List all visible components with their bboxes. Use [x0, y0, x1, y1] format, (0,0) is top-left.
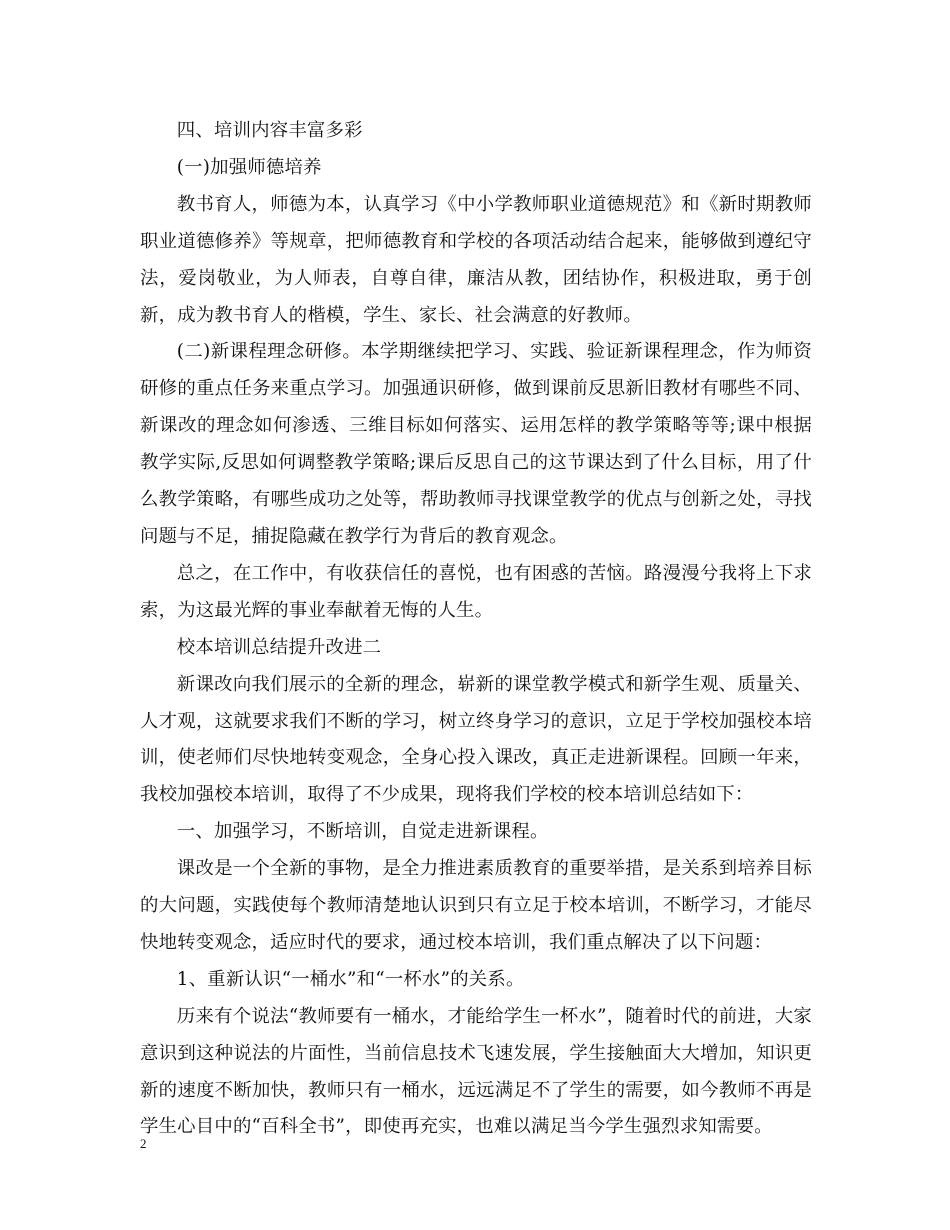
section-title-part-two: 校本培训总结提升改进二	[176, 636, 382, 658]
paragraph-bucket-of-water: 历来有个说法“教师要有一桶水，才能给学生一杯水”，随着时代的前进，大家意识到这种说法的片面性，当前信息技术飞速发展，学生接触面大大增加，知识更新的速度不断加快，教师只有一桶水，远远满足不了学生的需要，如今教师不再是学生心目中的“百科全书”，即使再充实，也难以满足当今学生强烈求知需要。	[140, 1005, 812, 1138]
section-heading-one: 一、加强学习，不断培训，自觉走进新课程。	[176, 821, 549, 843]
section-heading-four: 四、培训内容丰富多彩	[176, 120, 363, 141]
paragraph-new-curriculum: (二)新课程理念研修。本学期继续把学习、实践、验证新课程理念，作为师资研修的重点任务来重点学习。加强通识研修，做到课前反思新旧教材有哪些不同、新课改的理念如何渗透、三维目标如何落实、运用怎样的教学策略等等;课中根据教学实际,反思如何调整教学策略;课后反思自己的这节课达到了什么目标，用了什么教学策略，有哪些成功之处等，帮助教师寻找课堂教学的优点与创新之处，寻找问题与不足，捕捉隐藏在教学行为背后的教育观念。	[140, 341, 812, 547]
subsection-heading-ethics: (一)加强师德培养	[176, 156, 322, 178]
paragraph-intro: 新课改向我们展示的全新的理念，崭新的课堂教学模式和新学生观、质量关、人才观，这就要求我们不断的学习，树立终身学习的意识，立足于学校加强校本培训，使老师们尽快地转变观念，全身心投入课改，真正走进新课程。回顾一年来，我校加强校本培训，取得了不少成果，现将我们学校的校本培训总结如下：	[140, 673, 812, 806]
paragraph-reform: 课改是一个全新的事物，是全力推进素质教育的重要举措，是关系到培养目标的大问题，实践使每个教师清楚地认识到只有立足于校本培训，不断学习，才能尽快地转变观念，适应时代的要求，通过校本培训，我们重点解决了以下问题：	[140, 858, 812, 953]
page-number: 2	[140, 1136, 147, 1151]
document-body	[140, 113, 812, 1146]
paragraph-summary: 总之，在工作中，有收获信任的喜悦，也有困惑的苦恼。路漫漫兮我将上下求索，为这最光辉的事业奉献着无悔的人生。	[140, 562, 812, 621]
paragraph-ethics: 教书育人，师德为本，认真学习《中小学教师职业道德规范》和《新时期教师职业道德修养》等规章，把师德教育和学校的各项活动结合起来，能够做到遵纪守法，爱岗敬业，为人师表，自尊自律，廉洁从教，团结协作，积极进取，勇于创新，成为教书育人的楷模，学生、家长、社会满意的好教师。	[140, 193, 812, 326]
list-heading-one: 1、重新认识“一桶水”和“一杯水”的关系。	[176, 968, 525, 990]
